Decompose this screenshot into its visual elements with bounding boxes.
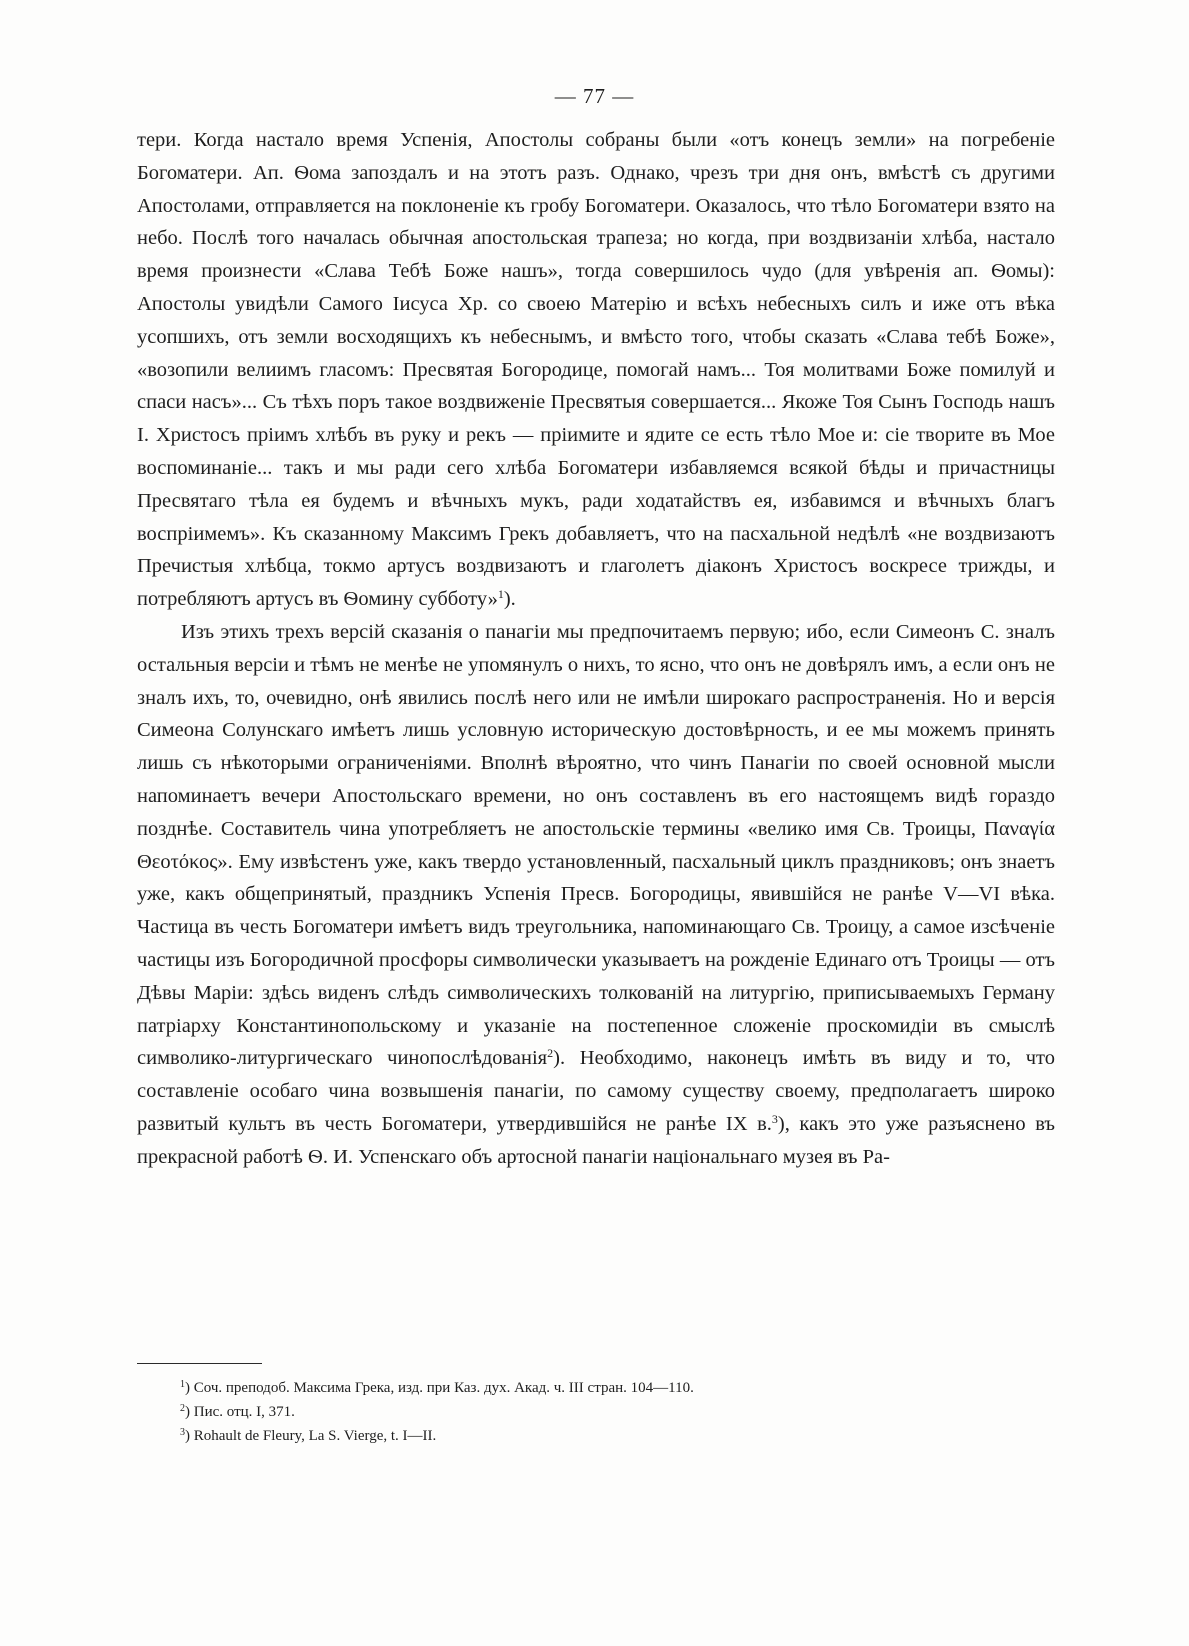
footnotes xyxy=(180,1376,1000,1448)
paragraph-1 xyxy=(137,124,1055,616)
footnote-ref-2: 2 xyxy=(547,1046,554,1061)
footnote-ref-3: 3 xyxy=(771,1111,778,1126)
footnote-mark: 1 xyxy=(180,1379,185,1390)
footnote-2 xyxy=(180,1400,1000,1424)
footnote-mark: 3 xyxy=(180,1427,185,1438)
page-number: — 77 — xyxy=(554,84,635,108)
paragraph-text: ). xyxy=(503,588,516,611)
footnote-ref-1: 1 xyxy=(497,587,504,602)
footnote-text: ) Rohault de Fleury, La S. Vierge, t. I—II. xyxy=(185,1428,437,1444)
footnote-text: ) Пис. отц. I, 371. xyxy=(185,1404,295,1420)
paragraph-text: ). Необходимо, наконецъ имѣть въ виду и то, что составленіе особаго чина возвышенія панагіи, по самому существу своему, предполагаетъ широко развитый культъ въ честь Богоматери, утвердившійся не ранѣе IX в. xyxy=(137,1047,1055,1135)
footnote-text: ) Соч. преподоб. Максима Грека, изд. при Каз. дух. Акад. ч. III стран. 104—110. xyxy=(185,1380,694,1396)
paragraph-text: тери. Когда настало время Успенія, Апостолы собраны были «отъ конецъ земли» на погребеніе Богоматери. Ап. Ѳома запоздалъ и на этотъ разъ. Однако, чрезъ три дня онъ, вмѣстѣ съ другими Апостолами, отправляется на поклоненіе къ гробу Богоматери. Оказалось, что тѣло Богоматери взято на небо. Послѣ того началась обычная апостольская трапеза; но когда, при воздвизаніи хлѣба, настало время произнести «Слава Тебѣ Боже нашъ», тогда совершилось чудо (для увѣренія ап. Ѳомы): Апостолы увидѣли Самого Іисуса Хр. со своею Матерію и всѣхъ небесныхъ силъ и иже отъ вѣка усопшихъ, отъ земли восходящихъ къ небеснымъ, и вмѣсто того, чтобы сказать «Слава тебѣ Боже», «возопили велиимъ гласомъ: Пресвятая Богородице, помогай намъ... Тоя молитвами Боже помилуй и спаси насъ»... Съ тѣхъ поръ такое воздвиженіе Пресвятыя совершается... Якоже Тоя Сынъ Господь нашъ І. Христосъ пріимъ хлѣбъ въ руку и рекъ — пріимите и ядите се есть тѣло Мое и: сіе творите въ Мое воспоминаніе... такъ и мы ради сего хлѣба Богоматери избавляемся всякой бѣды и причастницы Пресвятаго тѣла ея будемъ и вѣчныхъ мукъ, ради ходатайствъ ея, избавимся и вѣчныхъ благъ воспріимемъ». Къ сказанному Максимъ Грекъ добавляетъ, что на пасхальной недѣлѣ «не воздвизаютъ Пречистыя хлѣбца, токмо артусъ воздвизаютъ и глаголетъ діаконъ Христосъ воскресе трижды, и потребляютъ артусъ въ Ѳомину субботу» xyxy=(137,129,1055,611)
paragraph-text: Изъ этихъ трехъ версій сказанія о панагіи мы предпочитаемъ первую; ибо, если Симеонъ С. зналъ остальныя версіи и тѣмъ не менѣе не упомянулъ о нихъ, то ясно, что онъ не довѣрялъ имъ, а если онъ не зналъ ихъ, то, очевидно, онѣ явились послѣ него или не имѣли широкаго распространенія. Но и версія Симеона Солунскаго имѣетъ лишь условную историческую достовѣрность, и ее мы можемъ принять лишь съ нѣкоторыми ограниченіями. Вполнѣ вѣроятно, что чинъ Панагіи по своей основной мысли напоминаетъ вечери Апостольскаго времени, но онъ составленъ въ его настоящемъ видѣ гораздо позднѣе. Составитель чина употребляетъ не апостольскіе термины «велико имя Св. Троицы, Παναγία Θεοτόκος». Ему извѣстенъ уже, какъ твердо установленный, пасхальный циклъ праздниковъ; онъ знаетъ уже, какъ общепринятый, праздникъ Успенія Пресв. Богородицы, явившійся не ранѣе V—VI вѣка. Частица въ честь Богоматери имѣетъ видъ треугольника, напоминающаго Св. Троицу, а самое изсѣченіе частицы изъ Богородичной просфоры символически указываетъ на рожденіе Единаго отъ Троицы — отъ Дѣвы Маріи: здѣсь виденъ слѣдъ символическихъ толкованій на литургію, приписываемыхъ Герману патріарху Константинопольскому и указаніе на постепенное сложеніе проскомидіи въ смыслѣ символико-литургическаго чинопослѣдованія xyxy=(137,620,1055,1070)
body-text xyxy=(137,124,1055,1174)
footnote-3 xyxy=(180,1424,1000,1448)
footnote-mark: 2 xyxy=(180,1403,185,1414)
paragraph-text: ), какъ это уже разъяснено въ прекрасной работѣ Ѳ. И. Успенскаго объ артосной панагіи національнаго музея въ Ра- xyxy=(137,1112,1055,1168)
footnote-1 xyxy=(180,1376,1000,1400)
paragraph-2 xyxy=(137,616,1055,1174)
footnote-divider xyxy=(137,1363,262,1364)
